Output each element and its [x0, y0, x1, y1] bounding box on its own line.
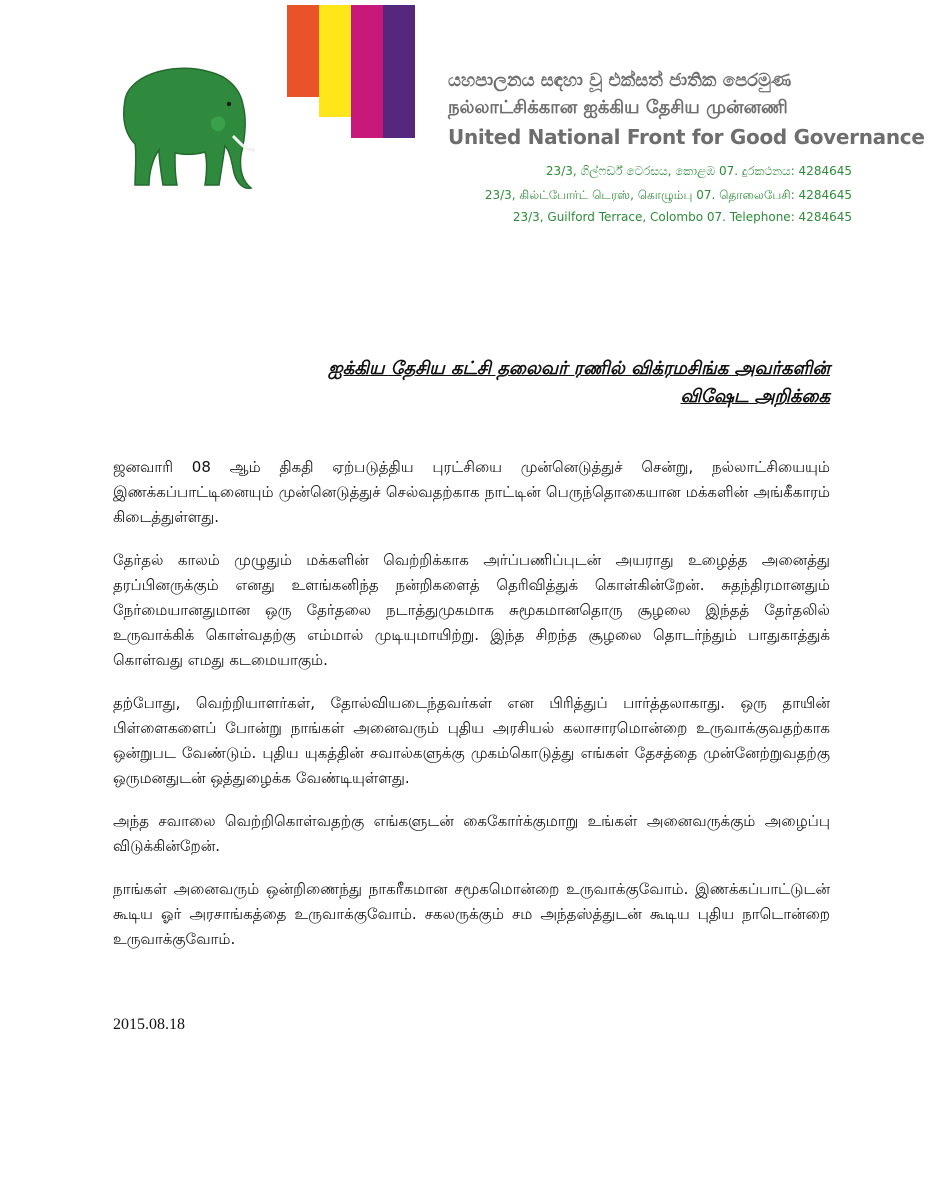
address-sinhala: 23/3, ගිල්ෆර්ඩ් ටෙරසය, කොළඹ 07. දුරකථනය: 4284645	[545, 164, 852, 178]
stripe-magenta	[351, 5, 383, 138]
address-english: 23/3, Guilford Terrace, Colombo 07. Telephone: 4284645	[512, 210, 852, 224]
letterhead	[448, 70, 925, 155]
stripe-purple	[383, 5, 415, 138]
stripe-yellow	[319, 5, 351, 117]
statement-title	[185, 355, 830, 411]
color-stripes	[287, 5, 415, 138]
paragraph: அந்த சவாலை வெற்றிகொள்வதற்கு எங்களுடன் கைகோர்க்குமாறு உங்கள் அனைவருக்கும் அழைப்பு விடுக்கின்றேன்.	[113, 812, 830, 855]
paragraph: தேர்தல் காலம் முழுதும் மக்களின் வெற்றிக்காக அர்ப்பணிப்புடன் அயராது உழைத்த அனைத்து தரப்பினருக்கும் எனது உளங்கனிந்த நன்றிகளைத் தெரிவித்துக் கொள்கின்றேன். சுதந்திரமானதும் நேர்மையானதுமான ஒரு தேர்தலை நடாத்துமுகமாக சுமூகமானதொரு சூழலை இந்தத் தேர்தலில் உருவாக்கிக் கொள்வதற்கு எம்மால் முடியுமாயிற்று. இந்த சிறந்த சூழலை தொடர்ந்தும் பாதுகாத்துக் கொள்வது எமது கடமையாகும்.	[113, 551, 830, 669]
stripe-orange	[287, 5, 319, 97]
title-line-2: விஷேட அறிக்கை	[680, 386, 830, 407]
address-tamil: 23/3, கில்ட்போர்ட் டெரஸ், கொழும்பு 07. தொலைபேசி: 4284645	[484, 188, 852, 202]
paragraph: ஜனவாரி 08 ஆம் திகதி ஏற்படுத்திய புரட்சியை முன்னெடுத்துச் சென்று, நல்லாட்சியையும் இணக்கப்பாட்டினையும் முன்னெடுத்துச் செல்வதற்காக நாட்டின் பெருந்தொகையான மக்களின் அங்கீகாரம் கிடைத்துள்ளது.	[113, 458, 830, 526]
statement-body	[113, 455, 830, 970]
paragraph: தற்போது, வெற்றியாளர்கள், தோல்வியடைந்தவர்கள் என பிரித்துப் பார்த்தலாகாது. ஒரு தாயின் பிள்ளைகளைப் போன்று நாங்கள் அனைவரும் புதிய அரசியல் கலாசாரமொன்றை உருவாக்குவதற்காக ஒன்றுபட வேண்டும். புதிய யுகத்தின் சவால்களுக்கு முகம்கொடுத்து எங்கள் தேசத்தை முன்னேற்றுவதற்கு ஒருமனதுடன் ஒத்துழைக்க வேண்டியுள்ளது.	[113, 694, 830, 787]
elephant-logo-icon	[105, 60, 255, 195]
organization-name-sinhala: යහපාලනය සඳහා වූ එක්සත් ජාතික පෙරමුණ	[448, 70, 792, 91]
organization-name-tamil: நல்லாட்சிக்கான ஐக்கிய தேசிய முன்னணி	[448, 97, 788, 118]
paragraph: நாங்கள் அனைவரும் ஒன்றிணைந்து நாகரீகமான சமூகமொன்றை உருவாக்குவோம். இணக்கப்பாட்டுடன் கூடிய ஓர் அரசாங்கத்தை உருவாக்குவோம். சகலருக்கும் சம அந்தஸ்த்துடன் கூடிய புதிய நாடொன்றை உருவாக்குவோம்.	[113, 880, 830, 948]
statement-date: 2015.08.18	[113, 1016, 185, 1033]
title-line-1: ஐக்கிய தேசிய கட்சி தலைவர் ரணில் விக்ரமசிங்க அவர்களின்	[328, 358, 830, 379]
organization-name-english: United National Front for Good Governance	[448, 125, 925, 149]
